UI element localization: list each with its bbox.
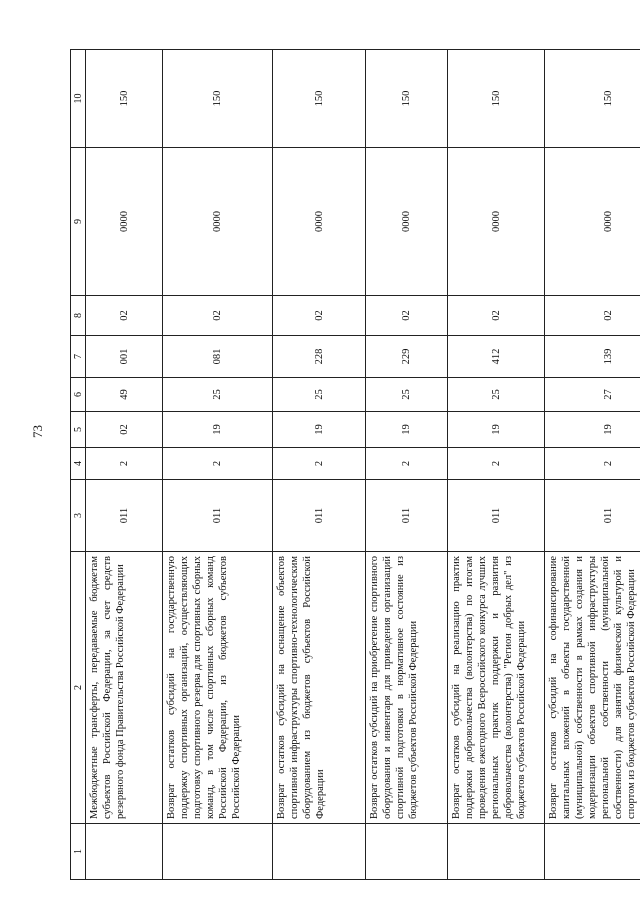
header-cell: 5: [71, 412, 86, 448]
code-cell-7: 229: [366, 336, 448, 378]
code-cell-4: 2: [273, 448, 366, 480]
rotated-table-container: [70, 50, 637, 880]
code-cell-1: [545, 824, 640, 880]
header-cell: 8: [71, 296, 86, 336]
code-cell-1: [366, 824, 448, 880]
code-cell-9: 0000: [448, 148, 545, 296]
code-cell-10: 150: [545, 50, 640, 148]
description-cell: Возврат остатков субсидий на приобретение спортивного оборудования и инвентаря для приведения организаций спортивной подготовки в нормативное состояние из бюджетов субъектов Российской Федерации: [366, 552, 448, 824]
code-cell-3: 011: [86, 480, 163, 552]
code-cell-10: 150: [163, 50, 273, 148]
code-cell-5: 19: [273, 412, 366, 448]
code-cell-6: 25: [448, 378, 545, 412]
header-cell: 2: [71, 552, 86, 824]
header-cell: 4: [71, 448, 86, 480]
code-cell-3: 011: [163, 480, 273, 552]
code-cell-6: 27: [545, 378, 640, 412]
code-cell-4: 2: [163, 448, 273, 480]
code-cell-8: 02: [163, 296, 273, 336]
code-cell-9: 0000: [163, 148, 273, 296]
header-cell: 3: [71, 480, 86, 552]
code-cell-8: 02: [545, 296, 640, 336]
code-cell-1: [163, 824, 273, 880]
table-row: [273, 50, 366, 880]
header-cell: 1: [71, 824, 86, 880]
code-cell-5: 19: [545, 412, 640, 448]
code-cell-4: 2: [86, 448, 163, 480]
table-row: [448, 50, 545, 880]
code-cell-6: 49: [86, 378, 163, 412]
code-cell-9: 0000: [273, 148, 366, 296]
code-cell-3: 011: [545, 480, 640, 552]
table-row: [366, 50, 448, 880]
code-cell-1: [86, 824, 163, 880]
code-cell-3: 011: [273, 480, 366, 552]
header-cell: 9: [71, 148, 86, 296]
code-cell-10: 150: [366, 50, 448, 148]
table-row: [163, 50, 273, 880]
code-cell-5: 19: [448, 412, 545, 448]
code-cell-4: 2: [366, 448, 448, 480]
description-cell: Возврат остатков субсидий на софинансирование капитальных вложений в объекты государственной (муниципальной) собственности в рамках создания и модернизации объектов спортивной инфраструктуры региональной собственности (муниципальной собственности) для занятий физической культурой и спортом из бюджетов субъектов Российской Федерации: [545, 552, 640, 824]
code-cell-7: 412: [448, 336, 545, 378]
code-cell-9: 0000: [366, 148, 448, 296]
code-cell-6: 25: [163, 378, 273, 412]
code-cell-1: [273, 824, 366, 880]
description-cell: Возврат остатков субсидий на государственную поддержку спортивных организаций, осуществляющих подготовку спортивного резерва для спортивных сборных команд, в том числе спортивных сборных команд Российской Федерации, из бюджетов субъектов Российской Федерации: [163, 552, 273, 824]
description-cell: Возврат остатков субсидий на реализацию практик поддержки добровольчества (волонтерства) по итогам проведения ежегодного Всероссийского конкурса лучших региональных практик поддержки и развития добровольчества (волонтерства) "Регион добрых дел" из бюджетов субъектов Российской Федерации: [448, 552, 545, 824]
page-number: 73: [30, 425, 45, 438]
code-cell-8: 02: [86, 296, 163, 336]
code-cell-5: 19: [163, 412, 273, 448]
code-cell-7: 228: [273, 336, 366, 378]
code-cell-8: 02: [366, 296, 448, 336]
code-cell-10: 150: [86, 50, 163, 148]
code-cell-7: 081: [163, 336, 273, 378]
code-cell-3: 011: [448, 480, 545, 552]
code-cell-9: 0000: [86, 148, 163, 296]
code-cell-4: 2: [545, 448, 640, 480]
budget-codes-table: [70, 49, 640, 880]
code-cell-10: 150: [448, 50, 545, 148]
code-cell-5: 19: [366, 412, 448, 448]
header-cell: 7: [71, 336, 86, 378]
table-row: [86, 50, 163, 880]
header-cell: 10: [71, 50, 86, 148]
code-cell-4: 2: [448, 448, 545, 480]
code-cell-6: 25: [273, 378, 366, 412]
code-cell-1: [448, 824, 545, 880]
code-cell-7: 001: [86, 336, 163, 378]
header-cell: 6: [71, 378, 86, 412]
description-cell: Возврат остатков субсидий на оснащение объектов спортивной инфраструктуры спортивно-технологическим оборудованием из бюджетов субъектов Российской Федерации: [273, 552, 366, 824]
code-cell-9: 0000: [545, 148, 640, 296]
code-cell-6: 25: [366, 378, 448, 412]
code-cell-3: 011: [366, 480, 448, 552]
code-cell-10: 150: [273, 50, 366, 148]
code-cell-8: 02: [448, 296, 545, 336]
description-cell: Межбюджетные трансферты, передаваемые бюджетам субъектов Российской Федерации, за счет средств резервного фонда Правительства Российской Федерации: [86, 552, 163, 824]
code-cell-8: 02: [273, 296, 366, 336]
table-row: [545, 50, 640, 880]
code-cell-7: 139: [545, 336, 640, 378]
header-row: [71, 50, 86, 880]
table-body: [71, 50, 640, 880]
code-cell-5: 02: [86, 412, 163, 448]
